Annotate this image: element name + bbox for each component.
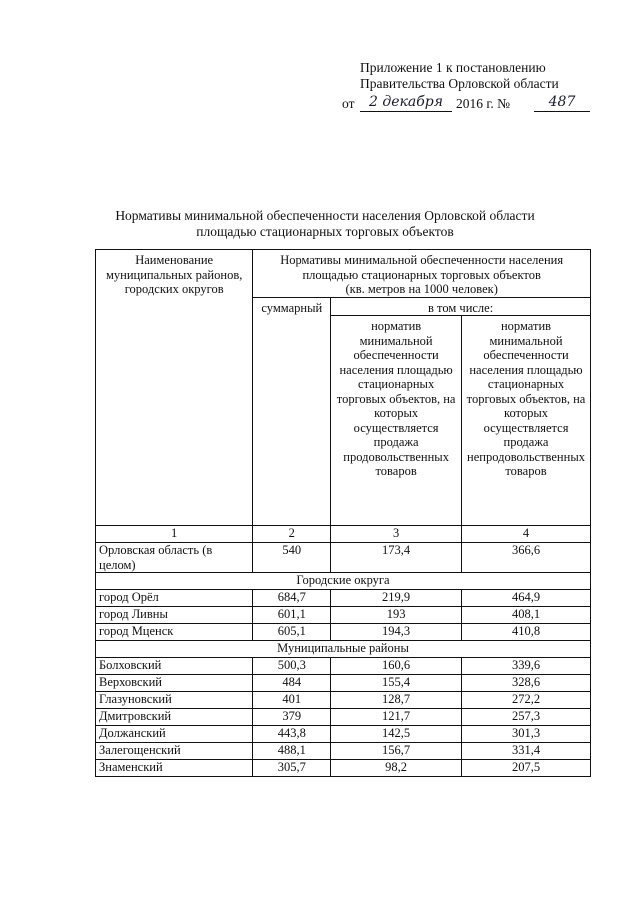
row-total: 684,7 [253,590,331,607]
row-nonfood: 272,2 [462,692,591,709]
row-nonfood: 464,9 [462,590,591,607]
section-districts: Муниципальные районы [96,641,591,658]
title-line-1: Нормативы минимальной обеспеченности населения Орловской области [115,208,535,223]
row-name: Знаменский [96,760,253,777]
appendix-line-2: Правительства Орловской области [360,76,559,91]
row-name: Дмитровский [96,709,253,726]
row-nonfood: 339,6 [462,658,591,675]
region-row [96,543,591,573]
table-row [96,624,591,641]
year-number-label: 2016 г. № [456,96,511,111]
row-name: Должанский [96,726,253,743]
column-number: 1 [96,526,253,543]
section-cities: Городские округа [96,573,591,590]
column-number: 3 [331,526,462,543]
row-total: 540 [253,543,331,573]
row-food: 194,3 [331,624,462,641]
row-nonfood: 301,3 [462,726,591,743]
row-name: город Орёл [96,590,253,607]
table-row [96,607,591,624]
table-row [96,692,591,709]
row-food: 121,7 [331,709,462,726]
row-total: 443,8 [253,726,331,743]
row-total: 500,3 [253,658,331,675]
appendix-header [342,60,602,114]
column-number-row [96,526,591,543]
col4-header: норматив минимальной обеспеченности населения площадью стационарных торговых объектов, на которых осуществляется продажа непродовольственных товаров [462,316,591,526]
title-line-2: площадью стационарных торговых объектов [196,224,454,239]
col3-header: норматив минимальной обеспеченности населения площадью стационарных торговых объектов, на которых осуществляется продажа продовольственных товаров [331,316,462,526]
row-total: 488,1 [253,743,331,760]
document-title [60,208,590,240]
row-nonfood: 408,1 [462,607,591,624]
date-prefix: от [342,96,355,111]
row-nonfood: 331,4 [462,743,591,760]
row-total: 379 [253,709,331,726]
norms-group-header [253,250,591,298]
row-food: 142,5 [331,726,462,743]
table-row [96,760,591,777]
col1-header: Наименование муниципальных районов, городских округов [96,250,253,526]
row-food: 156,7 [331,743,462,760]
col2-header: суммарный [253,297,331,526]
norms-group-header-text: Нормативы минимальной обеспеченности населения площадью стационарных торговых объектов [280,253,564,282]
row-food: 219,9 [331,590,462,607]
row-total: 484 [253,675,331,692]
row-nonfood: 410,8 [462,624,591,641]
row-food: 155,4 [331,675,462,692]
table-row [96,658,591,675]
row-food: 128,7 [331,692,462,709]
row-total: 601,1 [253,607,331,624]
row-nonfood: 328,6 [462,675,591,692]
table-row [96,590,591,607]
row-name: Верховский [96,675,253,692]
row-total: 605,1 [253,624,331,641]
column-number: 4 [462,526,591,543]
table-row [96,675,591,692]
row-name: Орловская область (в целом) [96,543,253,573]
table-row [96,709,591,726]
table-row [96,743,591,760]
row-nonfood: 207,5 [462,760,591,777]
handwritten-date: 2 декабря [360,94,452,112]
row-food: 160,6 [331,658,462,675]
row-name: Болховский [96,658,253,675]
handwritten-number: 487 [534,94,590,112]
norms-group-header-units: (кв. метров на 1000 человек) [345,282,498,296]
row-total: 305,7 [253,760,331,777]
norms-table [95,249,591,777]
appendix-line-1: Приложение 1 к постановлению [360,60,546,75]
row-name: Глазуновский [96,692,253,709]
row-total: 401 [253,692,331,709]
row-nonfood: 257,3 [462,709,591,726]
column-number: 2 [253,526,331,543]
including-header: в том числе: [331,297,591,316]
row-name: Залегощенский [96,743,253,760]
row-food: 173,4 [331,543,462,573]
row-food: 193 [331,607,462,624]
row-food: 98,2 [331,760,462,777]
table-row [96,726,591,743]
row-nonfood: 366,6 [462,543,591,573]
appendix-date-line [342,92,602,114]
row-name: город Ливны [96,607,253,624]
row-name: город Мценск [96,624,253,641]
